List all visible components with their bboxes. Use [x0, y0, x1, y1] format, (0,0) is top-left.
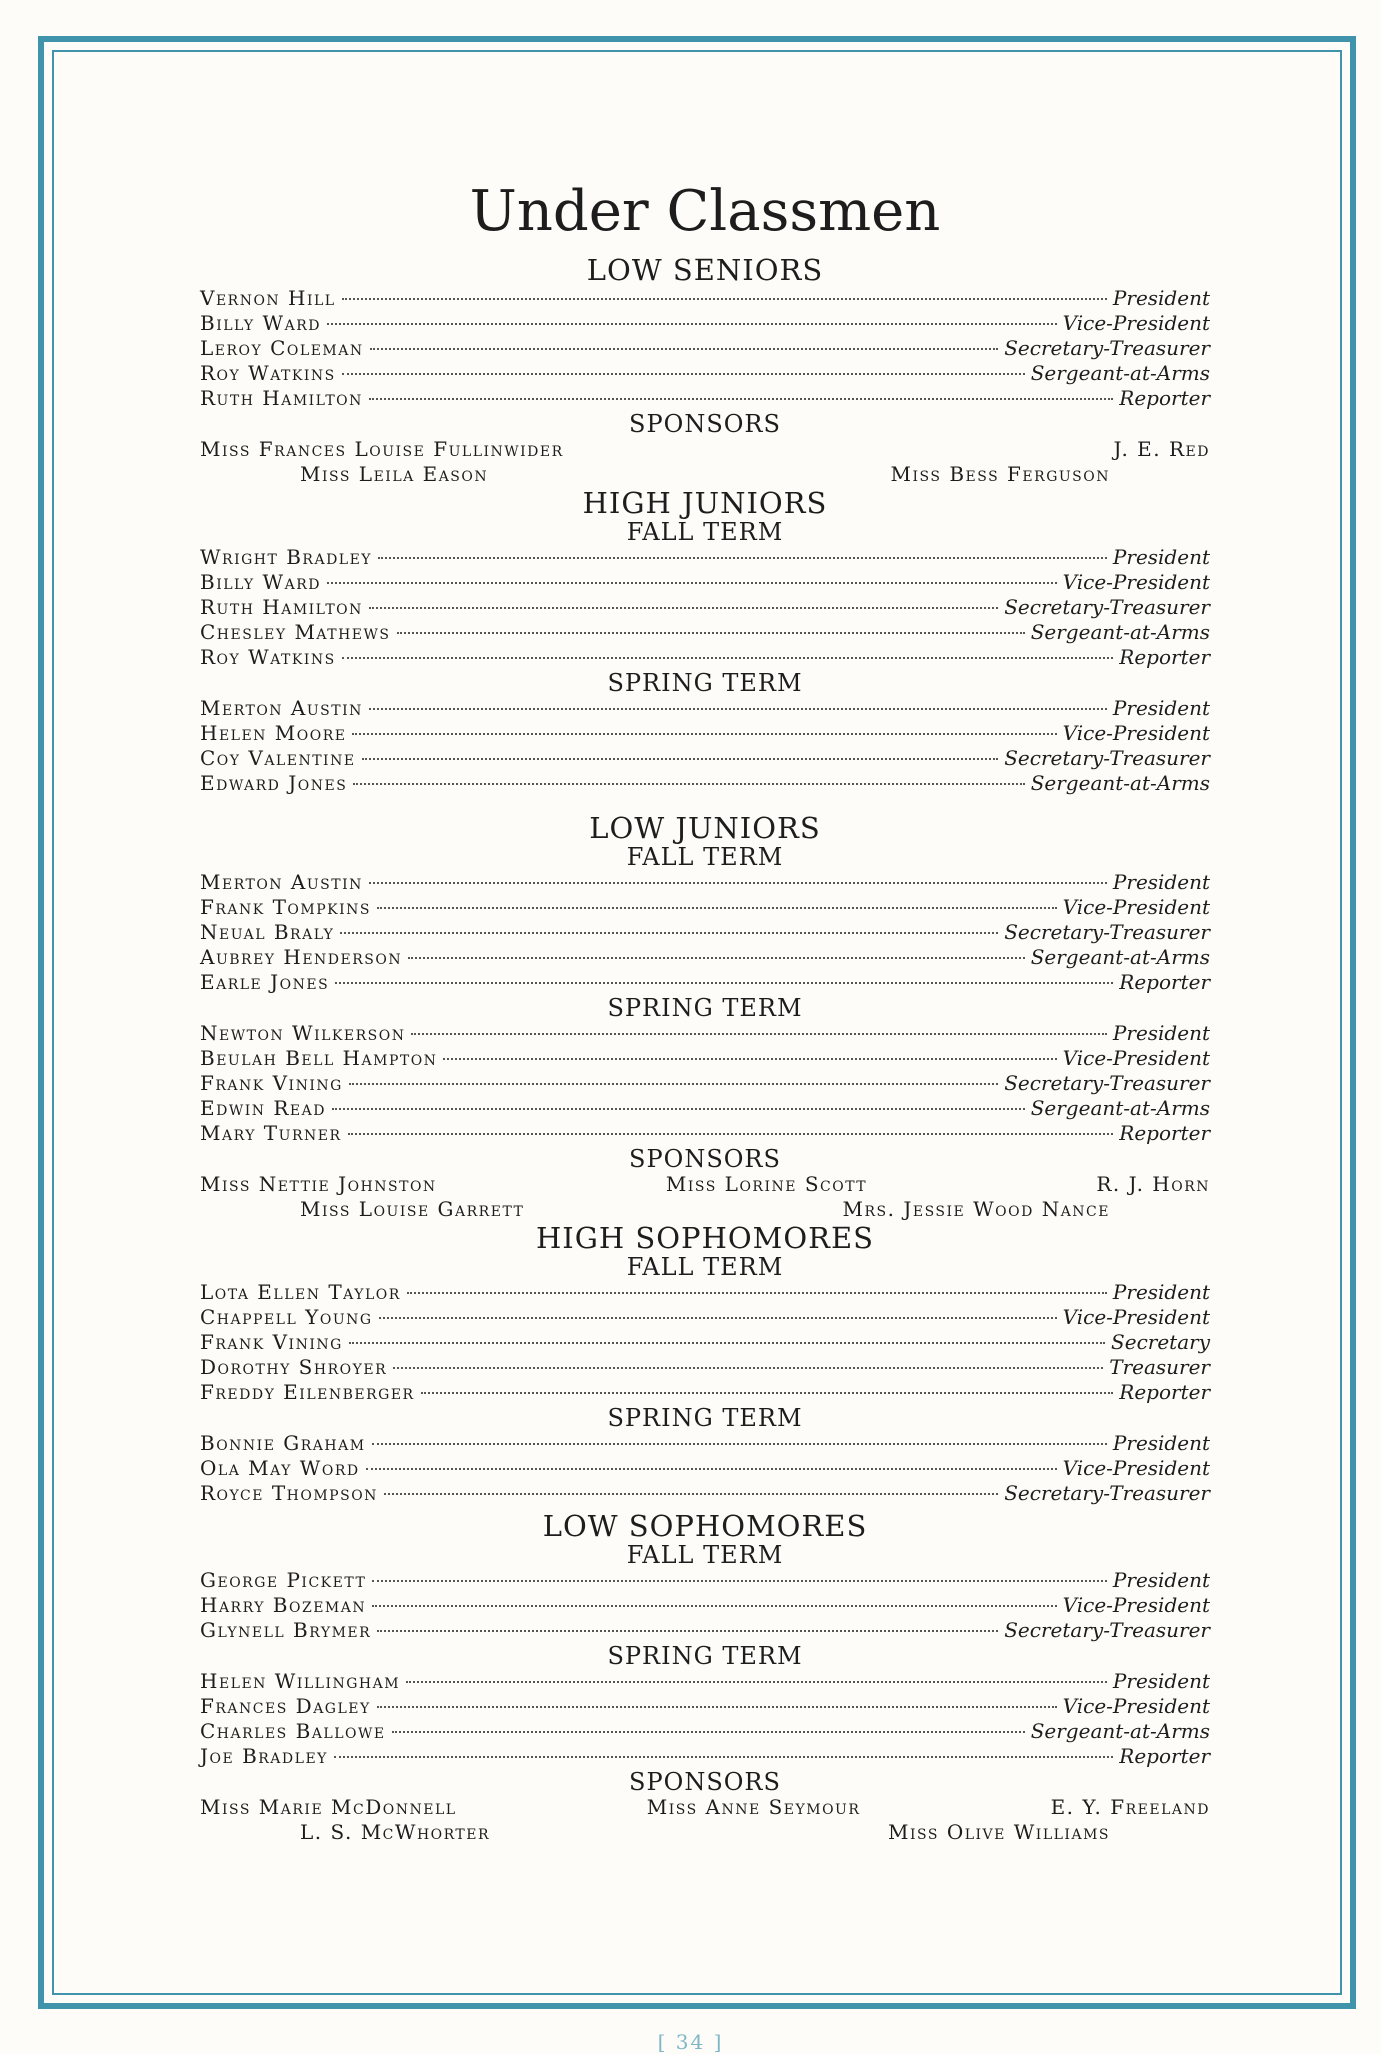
officer-row: [200, 945, 1210, 970]
officer-title: Sergeant-at-Arms: [1030, 1719, 1210, 1743]
sponsors-heading: SPONSORS: [629, 410, 781, 438]
officer-row: [200, 1481, 1210, 1506]
officer-name: Helen Willingham: [200, 1669, 401, 1693]
officer-name: Vernon Hill: [200, 286, 336, 310]
officer-list-low-sophomores-spring: [200, 1669, 1210, 1769]
officer-row: [200, 361, 1210, 386]
officer-name: Charles Ballowe: [200, 1719, 386, 1743]
sponsors-low-juniors: [200, 1172, 1210, 1222]
officer-title: President: [1112, 545, 1210, 569]
leader-dots: [397, 632, 1025, 634]
leader-dots: [369, 882, 1107, 884]
officer-name: Helen Moore: [200, 721, 347, 745]
page-title: Under Classmen: [469, 179, 941, 244]
sponsor-name: Miss Nettie Johnston: [200, 1172, 437, 1196]
officer-name: Roy Watkins: [200, 361, 336, 385]
officer-list-low-juniors-spring: [200, 1021, 1210, 1146]
sponsors-low-seniors: [200, 437, 1210, 487]
sponsor-name: L. S. McWhorter: [300, 1820, 491, 1844]
leader-dots: [377, 907, 1057, 909]
officer-name: Frances Dagley: [200, 1694, 371, 1718]
officer-row: [200, 1380, 1210, 1405]
officer-row: [200, 746, 1210, 771]
officer-title: Secretary-Treasurer: [1004, 1481, 1210, 1505]
officer-row: [200, 386, 1210, 411]
officer-name: Merton Austin: [200, 696, 363, 720]
officer-row: [200, 645, 1210, 670]
section-high-sophomores: HIGH SOPHOMORES: [536, 1221, 874, 1255]
officer-row: [200, 1568, 1210, 1593]
officer-title: Vice-President: [1062, 895, 1210, 919]
officer-name: Aubrey Henderson: [200, 945, 403, 969]
officer-title: President: [1112, 1431, 1210, 1455]
sponsor-name: J. E. Red: [1113, 437, 1210, 461]
sponsor-name: Miss Marie McDonnell: [200, 1795, 457, 1819]
officer-name: Frank Vining: [200, 1330, 343, 1354]
officer-list-high-sophomores-fall: [200, 1280, 1210, 1405]
fall-term-heading: FALL TERM: [626, 843, 784, 871]
officer-title: President: [1112, 286, 1210, 310]
officer-row: [200, 1096, 1210, 1121]
section-low-seniors: LOW SENIORS: [586, 253, 824, 287]
officer-row: [200, 336, 1210, 361]
officer-name: Ruth Hamilton: [200, 386, 363, 410]
spring-term-heading: SPRING TERM: [607, 1404, 803, 1432]
officer-row: [200, 1330, 1210, 1355]
officer-title: Sergeant-at-Arms: [1030, 620, 1210, 644]
officer-row: [200, 1694, 1210, 1719]
officer-name: Wright Bradley: [200, 545, 373, 569]
leader-dots: [362, 758, 999, 760]
officer-name: Ola May Word: [200, 1456, 360, 1480]
officer-title: Secretary-Treasurer: [1004, 336, 1210, 360]
officer-title: Secretary-Treasurer: [1004, 1071, 1210, 1095]
fall-term-heading: FALL TERM: [626, 1253, 784, 1281]
officer-row: [200, 1121, 1210, 1146]
officer-title: Secretary-Treasurer: [1004, 1618, 1210, 1642]
officer-row: [200, 286, 1210, 311]
officer-title: Reporter: [1119, 645, 1210, 669]
officer-row: [200, 1021, 1210, 1046]
spring-term-heading: SPRING TERM: [607, 1642, 803, 1670]
officer-name: Leroy Coleman: [200, 336, 364, 360]
sponsor-name: Miss Olive Williams: [888, 1820, 1110, 1844]
leader-dots: [407, 1292, 1107, 1294]
leader-dots: [366, 1468, 1057, 1470]
sponsors-heading: SPONSORS: [629, 1145, 781, 1173]
officer-row: [200, 1355, 1210, 1380]
officer-row: [200, 970, 1210, 995]
leader-dots: [411, 1033, 1106, 1035]
officer-row: [200, 920, 1210, 945]
leader-dots: [372, 1443, 1107, 1445]
leader-dots: [332, 1108, 1025, 1110]
fall-term-heading: FALL TERM: [626, 518, 784, 546]
leader-dots: [369, 607, 998, 609]
sponsor-name: Miss Louise Garrett: [300, 1197, 525, 1221]
officer-title: Secretary-Treasurer: [1004, 920, 1210, 944]
leader-dots: [349, 1083, 998, 1085]
officer-row: [200, 311, 1210, 336]
page-content: [200, 180, 1210, 1845]
officer-title: Reporter: [1119, 1380, 1210, 1404]
officer-name: Edward Jones: [200, 771, 348, 795]
officer-title: President: [1112, 1021, 1210, 1045]
officer-title: Reporter: [1119, 1121, 1210, 1145]
officer-title: Reporter: [1119, 386, 1210, 410]
leader-dots: [443, 1058, 1056, 1060]
officer-title: Reporter: [1119, 970, 1210, 994]
officer-title: Treasurer: [1109, 1355, 1210, 1379]
leader-dots: [369, 708, 1107, 710]
officer-name: Harry Bozeman: [200, 1593, 367, 1617]
officer-title: President: [1112, 1280, 1210, 1304]
officer-name: Neual Braly: [200, 920, 335, 944]
officer-title: Sergeant-at-Arms: [1030, 361, 1210, 385]
officer-title: Vice-President: [1062, 1046, 1210, 1070]
leader-dots: [370, 348, 999, 350]
leader-dots: [378, 557, 1107, 559]
officer-name: Lota Ellen Taylor: [200, 1280, 401, 1304]
officer-title: Secretary: [1111, 1330, 1210, 1354]
leader-dots: [342, 298, 1107, 300]
officer-title: President: [1112, 696, 1210, 720]
officer-row: [200, 545, 1210, 570]
officer-row: [200, 1431, 1210, 1456]
officer-name: Billy Ward: [200, 570, 321, 594]
officer-title: President: [1112, 1669, 1210, 1693]
leader-dots: [335, 982, 1113, 984]
officer-name: Joe Bradley: [200, 1744, 328, 1768]
officer-row: [200, 721, 1210, 746]
officer-title: Sergeant-at-Arms: [1030, 945, 1210, 969]
leader-dots: [372, 1580, 1107, 1582]
officer-name: Royce Thompson: [200, 1481, 378, 1505]
officer-name: Coy Valentine: [200, 746, 356, 770]
officer-title: President: [1112, 870, 1210, 894]
leader-dots: [421, 1392, 1114, 1394]
officer-name: Merton Austin: [200, 870, 363, 894]
officer-list-high-juniors-spring: [200, 696, 1210, 796]
fall-term-heading: FALL TERM: [626, 1541, 784, 1569]
officer-row: [200, 1719, 1210, 1744]
officer-row: [200, 1744, 1210, 1769]
officer-name: Billy Ward: [200, 311, 321, 335]
officer-name: Edwin Read: [200, 1096, 326, 1120]
section-low-juniors: LOW JUNIORS: [589, 811, 821, 845]
officer-row: [200, 1456, 1210, 1481]
officer-row: [200, 895, 1210, 920]
sponsor-name: Miss Lorine Scott: [665, 1172, 868, 1196]
leader-dots: [379, 1317, 1057, 1319]
sponsor-name: R. J. Horn: [1096, 1172, 1210, 1196]
officer-name: Mary Turner: [200, 1121, 342, 1145]
officer-row: [200, 595, 1210, 620]
officer-row: [200, 1046, 1210, 1071]
officer-title: Sergeant-at-Arms: [1030, 771, 1210, 795]
officer-row: [200, 620, 1210, 645]
officer-list-low-juniors-fall: [200, 870, 1210, 995]
officer-title: President: [1112, 1568, 1210, 1592]
officer-name: Earle Jones: [200, 970, 330, 994]
officer-name: George Pickett: [200, 1568, 367, 1592]
sponsor-name: E. Y. Freeland: [1050, 1795, 1210, 1819]
page-number: [ 34 ]: [657, 2030, 724, 2054]
leader-dots: [334, 1756, 1113, 1758]
officer-title: Vice-President: [1062, 570, 1210, 594]
officer-title: Vice-President: [1062, 1694, 1210, 1718]
officer-list-low-seniors: [200, 286, 1210, 411]
officer-name: Roy Watkins: [200, 645, 336, 669]
sponsor-name: Miss Leila Eason: [300, 462, 489, 486]
officer-name: Dorothy Shroyer: [200, 1355, 388, 1379]
officer-name: Chappell Young: [200, 1305, 373, 1329]
leader-dots: [408, 957, 1025, 959]
officer-row: [200, 696, 1210, 721]
leader-dots: [348, 1133, 1114, 1135]
officer-title: Secretary-Treasurer: [1004, 595, 1210, 619]
leader-dots: [369, 398, 1113, 400]
leader-dots: [372, 1605, 1057, 1607]
leader-dots: [342, 373, 1025, 375]
officer-name: Chesley Mathews: [200, 620, 391, 644]
officer-row: [200, 1618, 1210, 1643]
officer-name: Frank Vining: [200, 1071, 343, 1095]
sponsors-low-sophomores: [200, 1795, 1210, 1845]
leader-dots: [353, 783, 1024, 785]
leader-dots: [352, 733, 1056, 735]
officer-row: [200, 870, 1210, 895]
officer-title: Sergeant-at-Arms: [1030, 1096, 1210, 1120]
officer-name: Newton Wilkerson: [200, 1021, 406, 1045]
sponsors-heading: SPONSORS: [629, 1768, 781, 1796]
officer-list-high-sophomores-spring: [200, 1431, 1210, 1506]
officer-title: Secretary-Treasurer: [1004, 746, 1210, 770]
officer-name: Glynell Brymer: [200, 1618, 372, 1642]
officer-name: Frank Tompkins: [200, 895, 371, 919]
sponsor-name: Miss Bess Ferguson: [890, 462, 1110, 486]
leader-dots: [384, 1493, 998, 1495]
sponsor-name: Miss Frances Louise Fullinwider: [200, 437, 564, 461]
officer-row: [200, 771, 1210, 796]
officer-list-low-sophomores-fall: [200, 1568, 1210, 1643]
officer-title: Vice-President: [1062, 1593, 1210, 1617]
leader-dots: [340, 932, 998, 934]
officer-name: Freddy Eilenberger: [200, 1380, 415, 1404]
leader-dots: [377, 1630, 998, 1632]
section-high-juniors: HIGH JUNIORS: [582, 486, 828, 520]
leader-dots: [349, 1342, 1105, 1344]
section-low-sophomores: LOW SOPHOMORES: [542, 1509, 868, 1543]
officer-row: [200, 1669, 1210, 1694]
sponsor-name: Miss Anne Seymour: [646, 1795, 861, 1819]
officer-title: Vice-President: [1062, 721, 1210, 745]
officer-row: [200, 570, 1210, 595]
officer-name: Ruth Hamilton: [200, 595, 363, 619]
leader-dots: [392, 1731, 1025, 1733]
leader-dots: [406, 1681, 1107, 1683]
leader-dots: [342, 657, 1114, 659]
officer-title: Vice-President: [1062, 1305, 1210, 1329]
leader-dots: [327, 323, 1057, 325]
leader-dots: [393, 1367, 1103, 1369]
sponsor-name: Mrs. Jessie Wood Nance: [842, 1197, 1110, 1221]
spring-term-heading: SPRING TERM: [607, 669, 803, 697]
officer-row: [200, 1305, 1210, 1330]
leader-dots: [327, 582, 1057, 584]
officer-name: Beulah Bell Hampton: [200, 1046, 438, 1070]
officer-row: [200, 1593, 1210, 1618]
leader-dots: [377, 1706, 1057, 1708]
officer-title: Vice-President: [1062, 1456, 1210, 1480]
officer-title: Vice-President: [1062, 311, 1210, 335]
spring-term-heading: SPRING TERM: [607, 994, 803, 1022]
officer-name: Bonnie Graham: [200, 1431, 366, 1455]
officer-row: [200, 1071, 1210, 1096]
officer-title: Reporter: [1119, 1744, 1210, 1768]
officer-list-high-juniors-fall: [200, 545, 1210, 670]
officer-row: [200, 1280, 1210, 1305]
